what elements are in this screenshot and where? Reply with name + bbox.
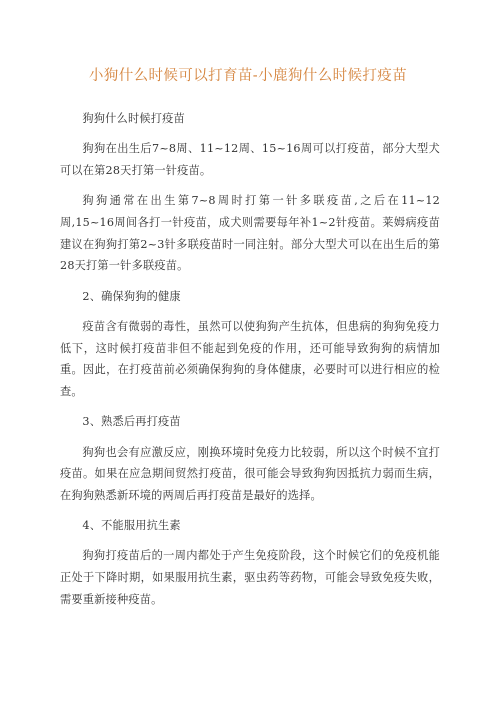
section-heading: 2、确保狗狗的健康 [82, 289, 181, 303]
body-paragraph: 狗狗通常在出生第7~8周时打第一针多联疫苗,之后在11~12周,15~16周间各打一针疫苗，成犬则需要每年补1~2针疫苗。莱姆病疫苗建议在狗狗打第2~3针多联疫苗时一同注射。部分大型犬可以在出生后的第28天打第一针多联疫苗。 [60, 194, 440, 273]
section-heading: 4、不能服用抗生素 [82, 519, 181, 533]
body-paragraph: 狗狗在出生后7~8周、11~12周、15~16周可以打疫苗，部分大型犬可以在第28天打第一针疫苗。 [60, 142, 440, 177]
section-heading: 狗狗什么时候打疫苗 [82, 112, 185, 125]
document-title: 小狗什么时候可以打育苗-小鹿狗什么时候打疫苗 [88, 68, 408, 84]
document-body [60, 108, 440, 619]
body-paragraph: 狗狗打疫苗后的一周内都处于产生免疫阶段，这个时候它们的免疫机能正处于下降时期，如果服用抗生素，驱虫药等药物，可能会导致免疫失败，需要重新接种疫苗。 [60, 549, 440, 606]
section-heading: 3、熟悉后再打疫苗 [82, 415, 181, 429]
body-paragraph: 疫苗含有微弱的毒性，虽然可以使狗狗产生抗体，但患病的狗狗免疫力低下，这时候打疫苗非但不能起到免疫的作用，还可能导致狗狗的病情加重。因此，在打疫苗前必须确保狗狗的身体健康，必要时可以进行相应的检查。 [60, 319, 440, 398]
body-paragraph: 狗狗也会有应激反应，刚换环境时免疫力比较弱，所以这个时候不宜打疫苗。如果在应急期间贸然打疫苗，很可能会导致狗狗因抵抗力弱而生病，在狗狗熟悉新环境的两周后再打疫苗是最好的选择。 [60, 445, 440, 502]
